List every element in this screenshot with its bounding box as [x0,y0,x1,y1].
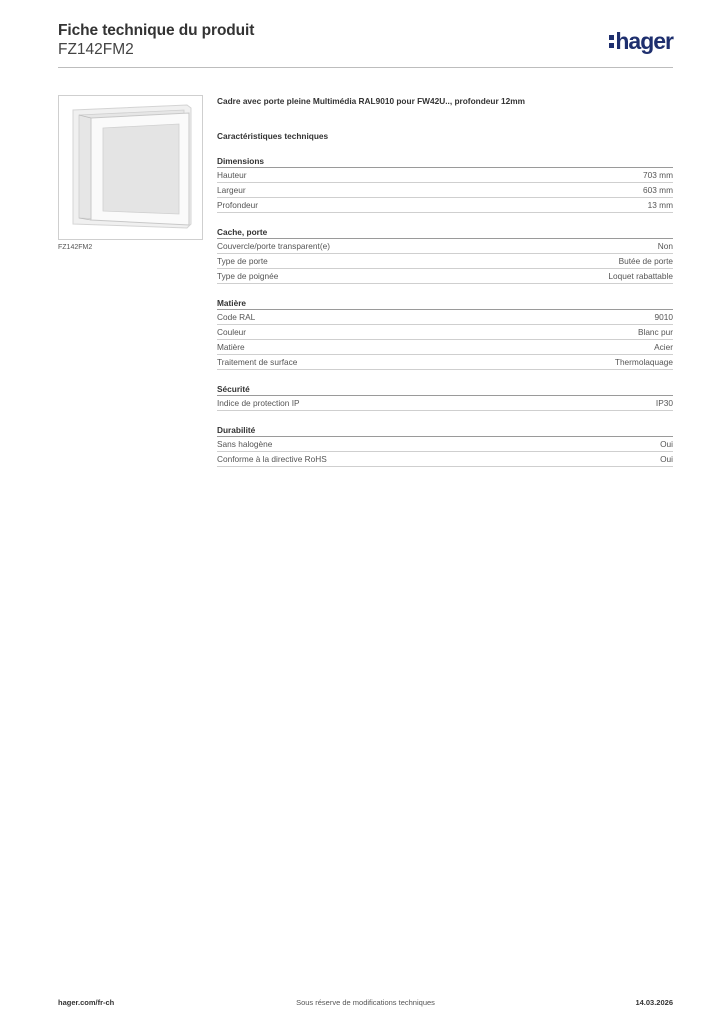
product-description: Cadre avec porte pleine Multimédia RAL9010 pour FW42U.., profondeur 12mm [217,96,525,106]
spec-row [217,239,673,254]
spec-value: 703 mm [643,170,673,180]
spec-group-title: Durabilité [217,424,673,437]
spec-group-securite [217,383,673,411]
spec-row [217,355,673,370]
logo-text: hager [615,28,673,54]
spec-group-title: Matière [217,297,673,310]
spec-row [217,452,673,467]
spec-label: Matière [217,342,245,352]
spec-label: Profondeur [217,200,259,210]
spec-value: Blanc pur [637,327,673,337]
spec-value: Thermolaquage [614,357,673,367]
spec-row [217,183,673,198]
specs-title: Caractéristiques techniques [217,131,329,141]
spec-value: Loquet rabattable [608,271,673,281]
spec-row [217,269,673,284]
spec-value: Oui [660,454,673,464]
spec-group-durabilite [217,424,673,467]
spec-group-title: Sécurité [217,383,673,396]
spec-label: Largeur [217,185,246,195]
product-details [217,95,673,467]
product-image [58,95,203,240]
spec-label: Type de poignée [217,271,279,281]
product-reference: FZ142FM2 [58,41,134,58]
spec-row [217,254,673,269]
spec-value: 9010 [654,312,673,322]
spec-label: Traitement de surface [217,357,298,367]
page-title: Fiche technique du produit [58,22,255,39]
spec-value: Non [657,241,673,251]
spec-row [217,396,673,411]
spec-value: 603 mm [643,185,673,195]
footer-date: 14.03.2026 [635,998,673,1007]
spec-label: Couleur [217,327,247,337]
spec-group-title: Cache, porte [217,226,673,239]
header-divider [58,67,673,68]
spec-label: Conforme à la directive RoHS [217,454,327,464]
spec-row [217,310,673,325]
footer-notice: Sous réserve de modifications techniques [296,998,435,1007]
spec-label: Type de porte [217,256,268,266]
frame-door-illustration-icon [59,96,202,239]
spec-label: Indice de protection IP [217,398,300,408]
hager-logo[interactable] [609,26,673,56]
image-caption: FZ142FM2 [58,244,93,251]
spec-group-title: Dimensions [217,155,673,168]
spec-row [217,168,673,183]
spec-group-cache-porte [217,226,673,284]
spec-label: Hauteur [217,170,247,180]
page-header [58,22,673,68]
spec-value: Acier [654,342,673,352]
spec-row [217,325,673,340]
spec-group-dimensions [217,155,673,213]
spec-value: Butée de porte [618,256,673,266]
spec-row [217,437,673,452]
spec-group-matiere [217,297,673,370]
spec-value: IP30 [655,398,673,408]
logo-colon-icon [609,35,614,48]
spec-label: Sans halogène [217,439,273,449]
spec-value: Oui [660,439,673,449]
spec-label: Couvercle/porte transparent(e) [217,241,330,251]
spec-row [217,198,673,213]
footer-website-link[interactable]: hager.com/fr-ch [58,998,115,1007]
spec-label: Code RAL [217,312,256,322]
spec-value: 13 mm [647,200,673,210]
spec-row [217,340,673,355]
